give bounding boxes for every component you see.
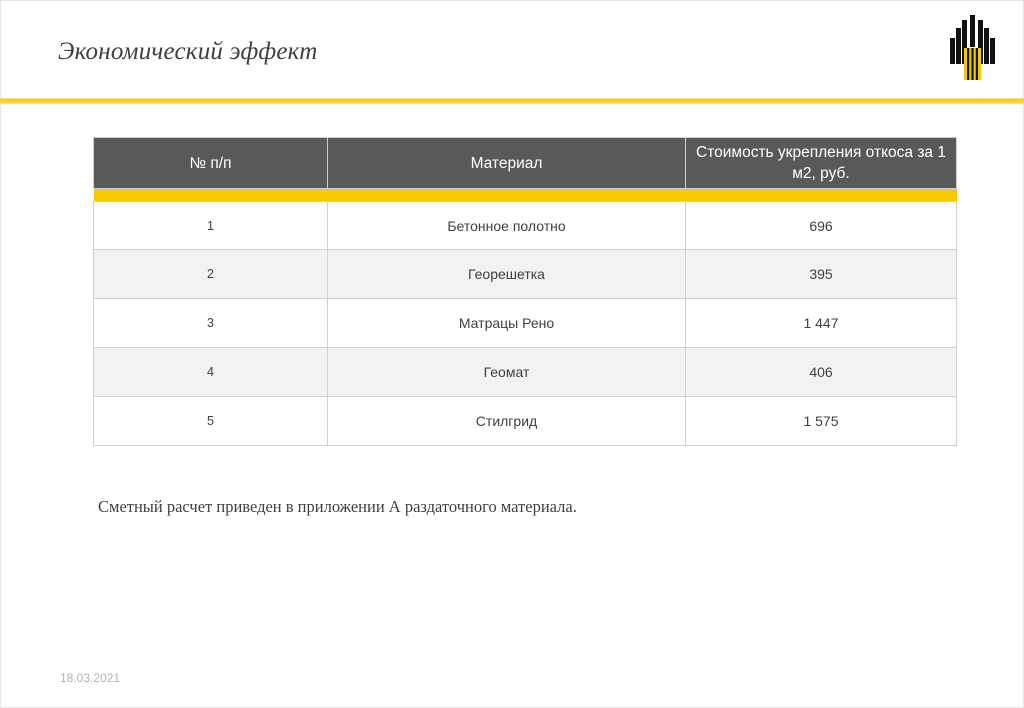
slide-title: Экономический эффект (58, 38, 318, 65)
row-cost: 395 (686, 250, 957, 299)
row-material: Матрацы Рено (328, 299, 686, 348)
footnote-text: Сметный расчет приведен в приложении А раздаточного материала. (98, 497, 577, 516)
cost-table (93, 137, 956, 446)
row-number: 5 (94, 397, 328, 446)
row-cost: 406 (686, 348, 957, 397)
table-row (94, 397, 957, 446)
row-number: 1 (94, 202, 328, 250)
table-row (94, 202, 957, 250)
row-material: Стилгрид (328, 397, 686, 446)
row-number: 2 (94, 250, 328, 299)
row-number: 3 (94, 299, 328, 348)
row-cost: 696 (686, 202, 957, 250)
row-cost: 1 447 (686, 299, 957, 348)
row-material: Бетонное полотно (328, 202, 686, 250)
column-header-cost: Стоимость укрепления откоса за 1 м2, руб. (686, 138, 957, 189)
row-material: Георешетка (328, 250, 686, 299)
row-material: Геомат (328, 348, 686, 397)
table-row (94, 299, 957, 348)
rosneft-logo-icon (944, 12, 1002, 84)
accent-divider (0, 98, 1024, 104)
column-header-number: № п/п (94, 138, 328, 189)
table-row (94, 348, 957, 397)
header-accent-stripe (94, 189, 957, 202)
table-header-row (94, 138, 957, 189)
slide-date: 18.03.2021 (60, 671, 121, 685)
column-header-material: Материал (328, 138, 686, 189)
table-row (94, 250, 957, 299)
row-cost: 1 575 (686, 397, 957, 446)
row-number: 4 (94, 348, 328, 397)
